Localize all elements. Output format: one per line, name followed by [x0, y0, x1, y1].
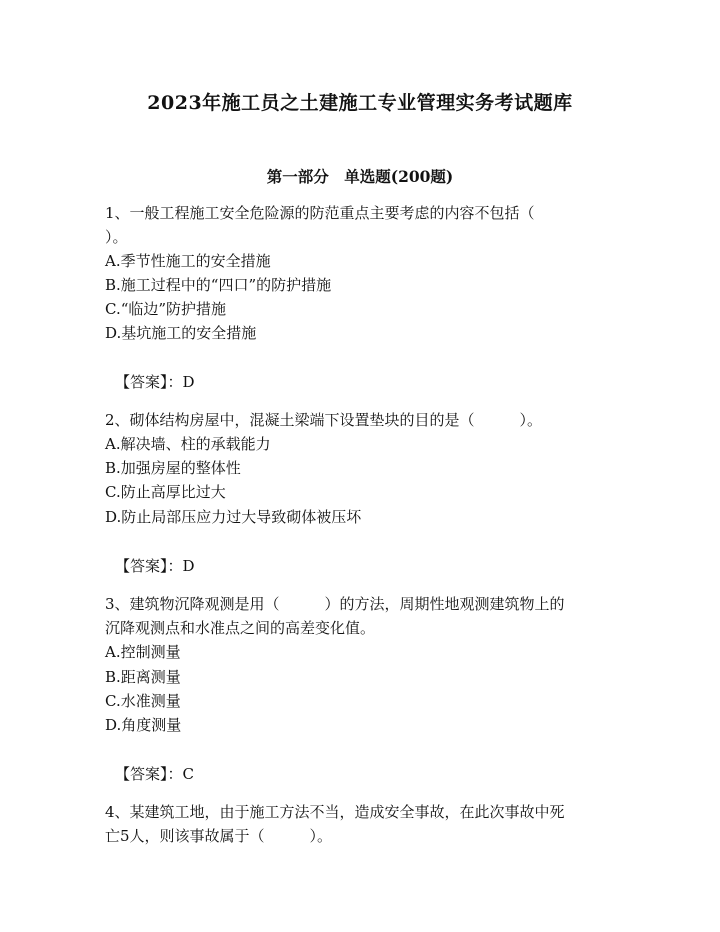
document-title: 2023年施工员之土建施工专业管理实务考试题库 [147, 92, 573, 114]
section-title: 第一部分 单选题(200题) [266, 167, 454, 186]
question-2-option-d: D.防止局部压应力过大导致砌体被压坏 [105, 508, 362, 526]
question-3-stem-line-2: 沉降观测点和水准点之间的高差变化值。 [105, 619, 376, 637]
question-1-option-b: B.施工过程中的“四口”的防护措施 [105, 276, 332, 294]
question-3-option-b: B.距离测量 [105, 668, 181, 686]
question-4-stem-line-2: 亡5人，则该事故属于（ ）。 [105, 827, 333, 845]
question-1-option-a: A.季节性施工的安全措施 [105, 252, 271, 270]
question-1-answer: 【答案】：D [115, 373, 195, 391]
question-3-option-c: C.水准测量 [105, 692, 181, 710]
question-3-option-a: A.控制测量 [105, 643, 181, 661]
question-1-stem-line-1: 1、一般工程施工安全危险源的防范重点主要考虑的内容不包括（ [105, 204, 535, 222]
question-3-stem-line-1: 3、建筑物沉降观测是用（ ）的方法，周期性地观测建筑物上的 [105, 595, 565, 613]
question-1-stem-line-2: ）。 [105, 228, 128, 246]
question-2-stem-line-1: 2、砌体结构房屋中，混凝土梁端下设置垫块的目的是（ ）。 [105, 411, 543, 429]
question-2-answer: 【答案】：D [115, 557, 195, 575]
question-3-option-d: D.角度测量 [105, 716, 182, 734]
question-1-option-c: C.“临边”防护措施 [105, 300, 227, 318]
question-4-stem-line-1: 4、某建筑工地，由于施工方法不当，造成安全事故，在此次事故中死 [105, 803, 565, 821]
question-2-option-b: B.加强房屋的整体性 [105, 459, 241, 477]
question-2-option-a: A.解决墙、柱的承载能力 [105, 435, 271, 453]
question-3-answer: 【答案】：C [115, 765, 194, 783]
question-1-option-d: D.基坑施工的安全措施 [105, 324, 257, 342]
question-2-option-c: C.防止高厚比过大 [105, 483, 226, 501]
